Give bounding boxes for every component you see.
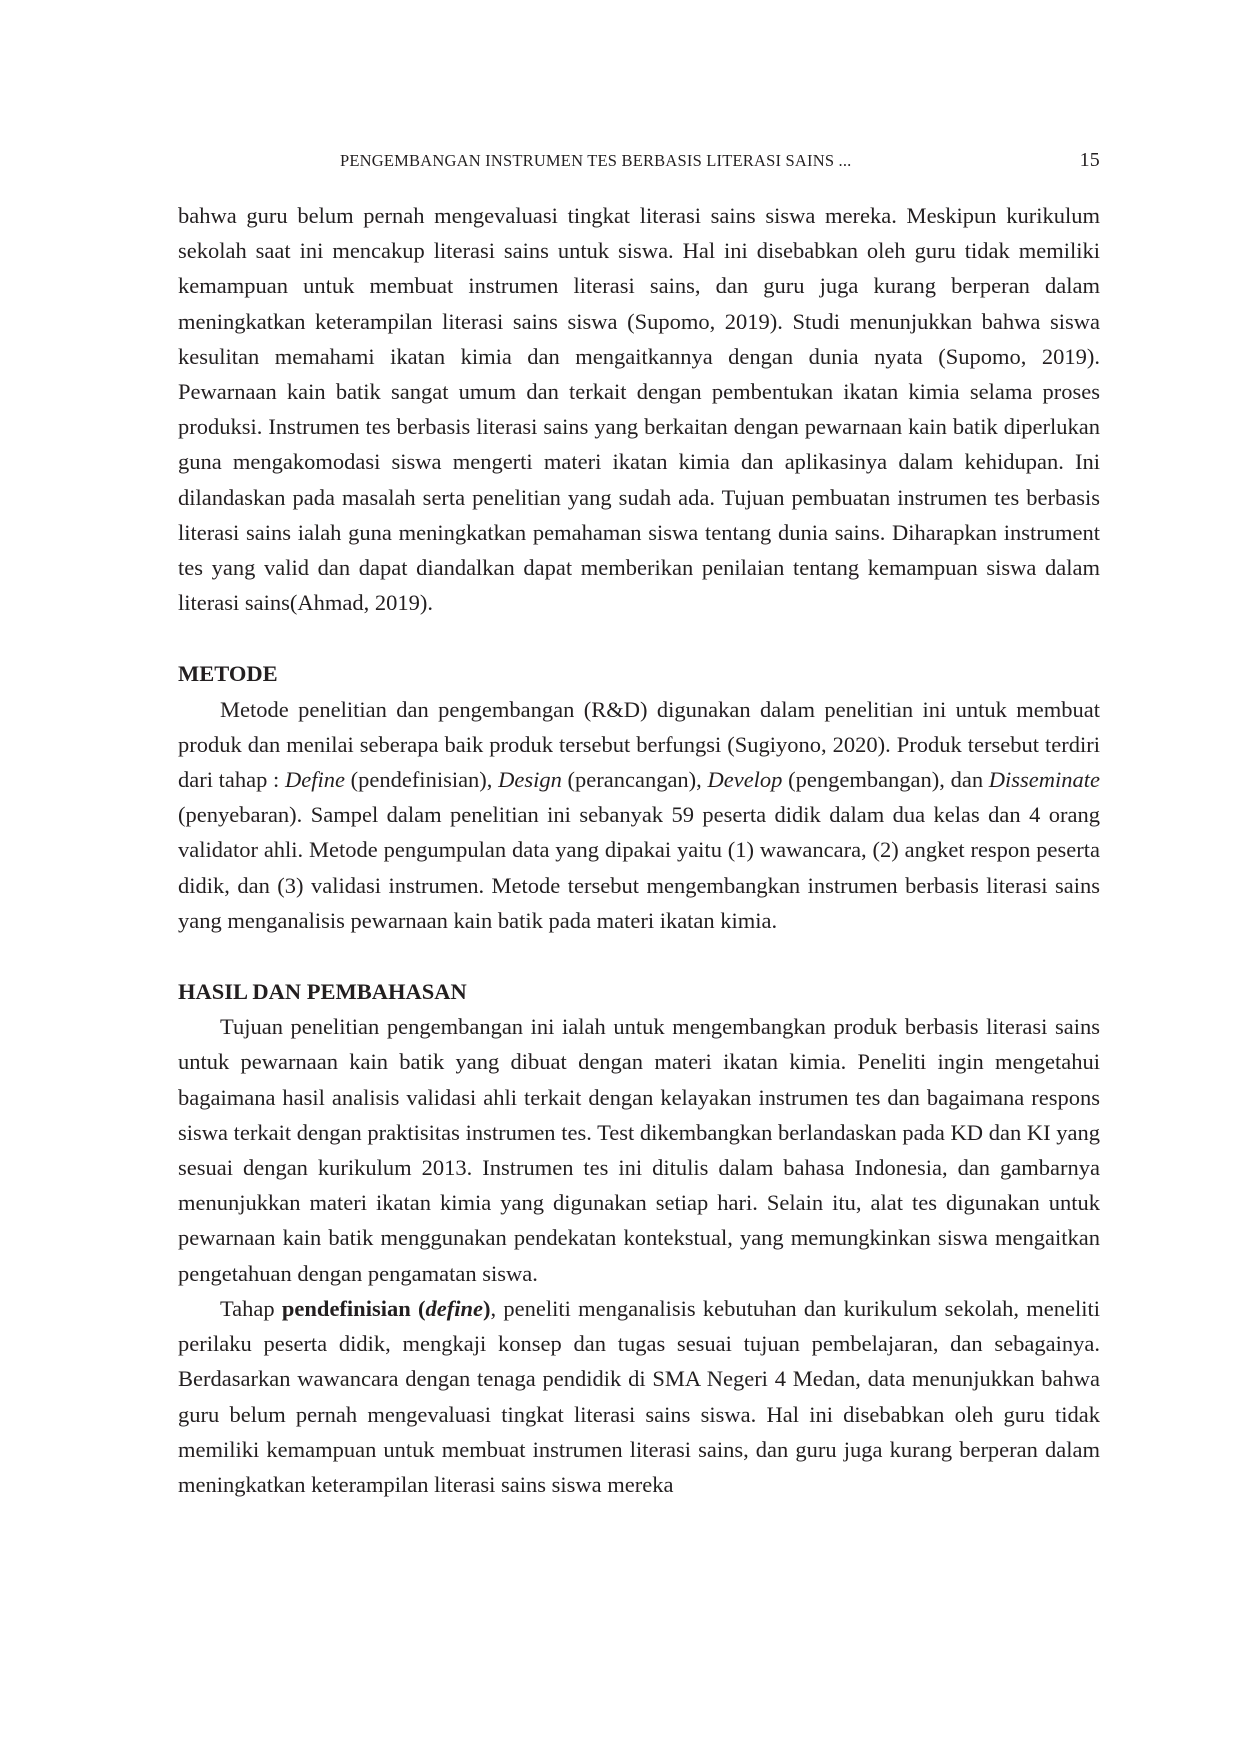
section-gap [178,620,1100,656]
term-pendefinisian-close: ) [482,1295,491,1321]
running-title: PENGEMBANGAN INSTRUMEN TES BERBASIS LITERASI SAINS ... [340,151,852,170]
hasil-paragraph-2 [178,1291,1100,1502]
metode-text-design: (perancangan), [561,767,708,793]
hasil-paragraph-1: Tujuan penelitian pengembangan ini ialah untuk mengembangkan produk berbasis literasi sains untuk pewarnaan kain batik yang dibuat dengan materi ikatan kimia. Peneliti ingin mengetahui bagaimana hasil analisis validasi ahli terkait dengan kelayakan instrumen tes dan bagaimana respons siswa terkait dengan praktisitas instrumen tes. Test dikembangkan berlandaskan pada KD dan KI yang sesuai dengan kurikulum 2013. Instrumen tes ini ditulis dalam bahasa Indonesia, dan gambarnya menunjukkan materi ikatan kimia yang digunakan setiap hari. Selain itu, alat tes digunakan untuk pewarnaan kain batik menggunakan pendekatan kontekstual, yang memungkinkan siswa mengaitkan pengetahuan dengan pengamatan siswa. [178,1014,1100,1286]
intro-paragraph: bahwa guru belum pernah mengevaluasi tingkat literasi sains siswa mereka. Meskipun kurikulum sekolah saat ini mencakup literasi sains untuk siswa. Hal ini disebabkan oleh guru tidak memiliki kemampuan untuk membuat instrumen literasi sains, dan guru juga kurang berperan dalam meningkatkan keterampilan literasi sains siswa (Supomo, 2019). Studi menunjukkan bahwa siswa kesulitan memahami ikatan kimia dan mengaitkannya dengan dunia nyata (Supomo, 2019). Pewarnaan kain batik sangat umum dan terkait dengan pembentukan ikatan kimia selama proses produksi. Instrumen tes berbasis literasi sains yang berkaitan dengan pewarnaan kain batik diperlukan guna mengakomodasi siswa mengerti materi ikatan kimia dan aplikasinya dalam kehidupan. Ini dilandaskan pada masalah serta penelitian yang sudah ada. Tujuan pembuatan instrumen tes berbasis literasi sains ialah guna meningkatkan pemahaman siswa tentang dunia sains. Diharapkan instrument tes yang valid dan dapat diandalkan dapat memberikan penilaian tentang kemampuan siswa dalam literasi sains(Ahmad, 2019). [178,203,1100,616]
section-heading-hasil: HASIL DAN PEMBAHASAN [178,979,467,1005]
term-pendefinisian [282,1296,491,1321]
hasil-p2-lead: Tahap [220,1295,282,1321]
body-text [178,198,1100,1502]
term-disseminate: Disseminate [988,767,1100,793]
metode-paragraph [178,692,1100,938]
metode-text-start: Metode penelitian dan pengembangan (R&D) digunakan dalam penelitian ini untuk membuat produk dan menilai seberapa baik produk tersebut berfungsi (Sugiyono, 2020). Produk tersebut terdiri dari tahap : [178,696,1100,793]
term-pendefinisian-text: pendefinisian ( [281,1295,426,1321]
term-design: Design [498,767,562,793]
term-define-bold: define [425,1295,483,1321]
hasil-p2-rest: , peneliti menganalisis kebutuhan dan kurikulum sekolah, meneliti perilaku peserta didik, mengkaji konsep dan tugas sesuai tujuan pembelajaran, dan sebagainya. Berdasarkan wawancara dengan tenaga pendidik di SMA Negeri 4 Medan, data menunjukkan bahwa guru belum pernah mengevaluasi tingkat literasi sains siswa. Hal ini disebabkan oleh guru tidak memiliki kemampuan untuk membuat instrumen literasi sains, dan guru juga kurang berperan dalam meningkatkan keterampilan literasi sains siswa mereka [178,1295,1100,1497]
section-heading-metode: METODE [178,661,278,687]
metode-text-define: (pendefinisian), [344,767,499,793]
term-develop: Develop [707,767,783,793]
metode-text-develop: (pengembangan), dan [782,767,989,793]
section-gap [178,938,1100,974]
term-define: Define [284,767,345,793]
page-number: 15 [1079,149,1100,171]
metode-text-end: (penyebaran). Sampel dalam penelitian ini sebanyak 59 peserta didik dalam dua kelas dan 4 orang validator ahli. Metode pengumpulan data yang dipakai yaitu (1) wawancara, (2) angket respon peserta didik, dan (3) validasi instrumen. Metode tersebut mengembangkan instrumen berbasis literasi sains yang menganalisis pewarnaan kain batik pada materi ikatan kimia. [178,802,1100,933]
